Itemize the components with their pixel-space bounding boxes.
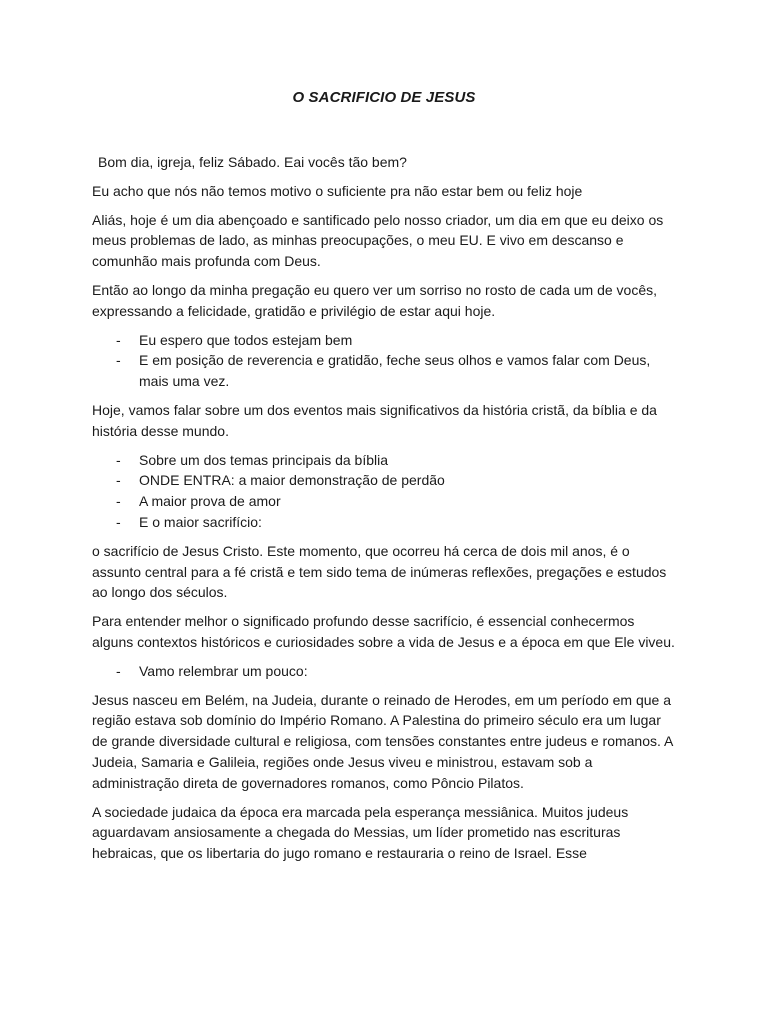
list-marker: - bbox=[116, 472, 121, 489]
paragraph-3: Aliás, hoje é um dia abençoado e santificado pelo nosso criador, um dia em que eu deixo os meus problemas de lado, as minhas preocupações, o meu EU. E vivo em descanso e comunhão mais profunda com Deus. bbox=[92, 211, 664, 270]
list-marker: - bbox=[116, 451, 121, 468]
list-item bbox=[92, 470, 676, 491]
paragraph-7: Para entender melhor o significado profundo desse sacrifício, é essencial conhecermos alguns contextos históricos e curiosidades sobre a vida de Jesus e a época em que Ele viveu. bbox=[92, 613, 675, 650]
paragraph-9: A sociedade judaica da época era marcada pela esperança messiânica. Muitos judeus aguardavam ansiosamente a chegada do Messias, um líder prometido nas escrituras hebraicas, que os libertaria do jugo romano e restauraria o reino de Israel. Esse bbox=[92, 803, 629, 862]
document-title: O SACRIFICIO DE JESUS bbox=[292, 89, 476, 106]
list-marker: - bbox=[116, 662, 121, 679]
paragraph-5: Hoje, vamos falar sobre um dos eventos mais significativos da história cristã, da bíblia e da história desse mundo. bbox=[92, 401, 657, 439]
list-marker: - bbox=[116, 513, 121, 530]
list-item bbox=[92, 491, 676, 512]
paragraph-4: Então ao longo da minha pregação eu quero ver um sorriso no rosto de cada um de vocês, expressando a felicidade, gratidão e privilégio de estar aqui hoje. bbox=[92, 281, 658, 319]
paragraph-6: o sacrifício de Jesus Cristo. Este momento, que ocorreu há cerca de dois mil anos, é o assunto central para a fé cristã e tem sido tema de inúmeras reflexões, pregações e estudos ao longo dos séculos. bbox=[92, 542, 667, 601]
list-item-text: ONDE ENTRA: a maior demonstração de perdão bbox=[139, 472, 445, 489]
paragraph-greeting: Bom dia, igreja, feliz Sábado. Eai vocês tão bem? bbox=[98, 154, 407, 170]
list-item-text: A maior prova de amor bbox=[139, 493, 281, 510]
list-marker: - bbox=[116, 493, 121, 510]
dash-list-2 bbox=[92, 450, 676, 533]
paragraph-8: Jesus nasceu em Belém, na Judeia, durante o reinado de Herodes, em um período em que a região estava sob domínio do Império Romano. A Palestina do primeiro século era um lugar de grande diversidade cultural e religiosa, com tensões constantes entre judeus e romanos. A Judeia, Samaria e Galileia, regiões onde Jesus viveu e ministrou, estavam sob a administração direta de governadores romanos, como Pôncio Pilatos. bbox=[92, 691, 673, 791]
list-item-text: E o maior sacrifício: bbox=[139, 513, 262, 530]
list-item bbox=[92, 450, 676, 471]
list-item-text: Eu espero que todos estejam bem bbox=[139, 331, 353, 348]
list-item bbox=[92, 350, 676, 392]
list-item-text: E em posição de reverencia e gratidão, feche seus olhos e vamos falar com Deus, mais uma vez. bbox=[139, 352, 651, 390]
list-item bbox=[92, 330, 676, 351]
list-marker: - bbox=[116, 352, 121, 369]
list-item-text: Sobre um dos temas principais da bíblia bbox=[139, 451, 389, 468]
list-item bbox=[92, 512, 676, 533]
list-marker: - bbox=[116, 331, 121, 348]
dash-list-3 bbox=[92, 661, 676, 682]
paragraph-2: Eu acho que nós não temos motivo o suficiente pra não estar bem ou feliz hoje bbox=[92, 182, 583, 199]
list-item bbox=[92, 661, 676, 682]
list-item-text: Vamo relembrar um pouco: bbox=[139, 662, 308, 679]
dash-list-1 bbox=[92, 330, 676, 392]
